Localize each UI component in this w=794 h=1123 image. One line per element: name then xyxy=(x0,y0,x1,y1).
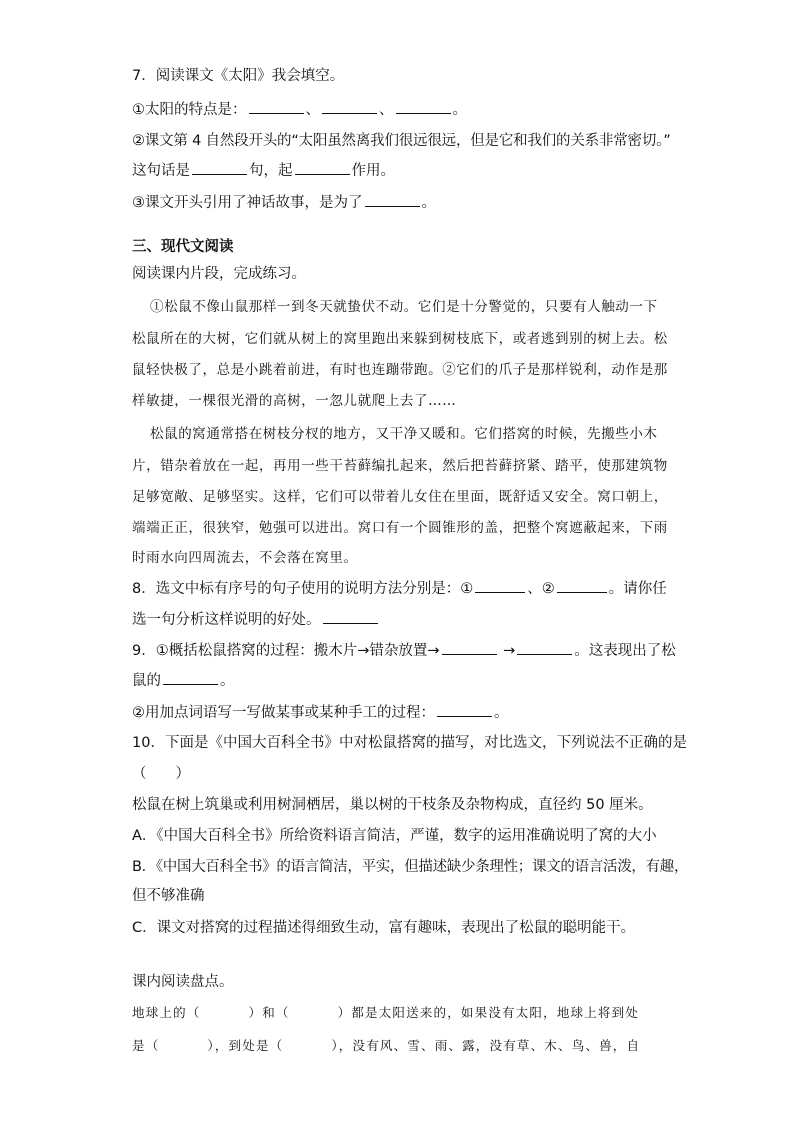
q7-d-end: 。 xyxy=(421,195,436,211)
q9-text: 。 xyxy=(220,673,235,689)
q7-a-end: 。 xyxy=(452,102,467,118)
q7-title-text: 7．阅读课文《太阳》我会填空。 xyxy=(132,68,345,84)
q7-a-text: ①太阳的特点是： xyxy=(132,102,247,118)
passage-text: 松鼠的窝通常搭在树枝分杈的地方，又干净又暖和。它们搭窝的时候，先搬些小木 xyxy=(150,426,658,442)
q9-text: ②用加点词语写一写做某事或某种手工的过程： xyxy=(132,705,435,721)
option-c-text: C．课文对搭窝的过程描述得细致生动，富有趣味，表现出了松鼠的聪明能干。 xyxy=(132,920,636,936)
answer-blank[interactable] xyxy=(323,609,378,624)
answer-blank[interactable] xyxy=(396,99,451,114)
q7-item-d xyxy=(132,192,436,213)
review-text: ），到处是（ xyxy=(207,1038,284,1053)
q7-a-sep: 、 xyxy=(379,102,394,118)
answer-blank[interactable] xyxy=(249,99,304,114)
passage-text: ①松鼠不像山鼠那样一到冬天就蛰伏不动。它们是十分警觉的，只要有人触动一下 xyxy=(150,299,658,315)
q8-text: 选一句分析这样说明的好处。 xyxy=(132,612,321,628)
passage-text: 松鼠所在的大树，它们就从树上的窝里跑出来躲到树枝底下，或者逃到别的树上去。松 xyxy=(132,331,668,347)
passage-text: 足够宽敞、足够坚实。这样，它们可以带着儿女住在里面，既舒适又安全。窝口朝上， xyxy=(132,489,668,505)
answer-blank[interactable] xyxy=(475,578,525,593)
q9-line3 xyxy=(132,702,509,723)
review-text: 是（ xyxy=(132,1038,160,1053)
q10-quote xyxy=(132,795,653,815)
answer-paren[interactable]: （ ） xyxy=(132,766,190,782)
q7-a-sep: 、 xyxy=(305,102,320,118)
review-line1 xyxy=(132,1003,639,1023)
q8-line2 xyxy=(132,609,380,630)
review-text: 地球上的（ xyxy=(132,1005,201,1020)
passage-line xyxy=(132,487,668,507)
passage-line xyxy=(132,456,668,476)
review-text: ）和（ xyxy=(248,1005,290,1020)
passage-line xyxy=(132,548,358,568)
passage-line xyxy=(132,360,668,380)
review-title-text: 课内阅读盘点。 xyxy=(132,974,234,990)
q9-line1 xyxy=(132,640,676,661)
passage-line xyxy=(132,518,668,538)
q8-line1 xyxy=(132,578,667,599)
q7-c-text: 这句话是 xyxy=(132,163,190,179)
option-b[interactable] xyxy=(132,857,688,877)
q9-text: 。这表现出了松 xyxy=(574,643,676,659)
option-b-text: 但不够准确 xyxy=(132,888,205,904)
q8-text: 8．选文中标有序号的句子使用的说明方法分别是：① xyxy=(132,581,474,597)
q8-text: 。请你任 xyxy=(608,581,667,597)
q10-paren[interactable] xyxy=(132,764,190,784)
answer-blank[interactable] xyxy=(163,670,218,685)
passage-text: 样敏捷，一棵很光滑的高树，一忽儿就爬上去了…… xyxy=(132,393,457,409)
q9-text: 鼠的 xyxy=(132,673,161,689)
passage-line xyxy=(150,297,658,317)
q9-text: → xyxy=(498,643,516,659)
q7-item-a xyxy=(132,99,467,120)
option-b-cont xyxy=(132,886,205,906)
option-a[interactable] xyxy=(132,826,657,846)
q10-text: 10．下面是《中国大百科全书》中对松鼠搭窝的描写，对比选文，下列说法不正确的是 xyxy=(132,735,687,751)
q7-c-text: 句，起 xyxy=(249,163,293,179)
passage-line xyxy=(132,329,668,349)
answer-blank[interactable] xyxy=(517,640,572,655)
option-b-text: B．《中国大百科全书》的语言简洁，平实，但描述缺少条理性；课文的语言活泼，有趣， xyxy=(132,859,689,875)
answer-blank[interactable] xyxy=(365,192,420,207)
answer-blank[interactable] xyxy=(322,99,377,114)
review-text: ），没有风、雪、雨、露，没有草、木、鸟、兽，自 xyxy=(331,1038,641,1053)
answer-blank[interactable] xyxy=(442,640,497,655)
section-title: 三、现代文阅读 xyxy=(132,239,234,255)
review-text: ）都是太阳送来的，如果没有太阳，地球上将到处 xyxy=(337,1005,640,1020)
review-title xyxy=(132,972,234,992)
passage-text: 片，错杂着放在一起，再用一些干苔藓编扎起来，然后把苔藓挤紧、踏平，使那建筑物 xyxy=(132,458,668,474)
section-intro xyxy=(132,264,306,284)
q7-item-c xyxy=(132,160,395,181)
answer-blank[interactable] xyxy=(437,702,492,717)
passage-line xyxy=(132,391,456,411)
passage-text: 时雨水向四周流去，不会落在窝里。 xyxy=(132,550,358,566)
q7-d-text: ③课文开头引用了神话故事，是为了 xyxy=(132,195,363,211)
q9-line2 xyxy=(132,670,235,691)
passage-text: 鼠轻快极了，总是小跳着前进，有时也连蹦带跑。②它们的爪子是那样锐利，动作是那 xyxy=(132,362,668,378)
option-a-text: A．《中国大百科全书》所给资料语言简洁，严谨，数字的运用准确说明了窝的大小 xyxy=(132,828,657,844)
review-line2 xyxy=(132,1036,640,1056)
option-c[interactable] xyxy=(132,918,635,938)
q7-b-text: ②课文第 4 自然段开头的“太阳虽然离我们很远很远，但是它和我们的关系非常密切。” xyxy=(132,133,671,149)
q8-text: 、② xyxy=(527,581,555,597)
q10-stem xyxy=(132,733,687,753)
passage-line xyxy=(150,424,658,444)
q7-item-b xyxy=(132,131,671,151)
q7-title xyxy=(132,66,344,86)
passage-text: 端端正正，很狭窄，勉强可以进出。窝口有一个圆锥形的盖，把整个窝遮蔽起来，下雨 xyxy=(132,520,668,536)
q9-text: 。 xyxy=(494,705,509,721)
section-heading xyxy=(132,237,234,257)
q9-text: 9．①概括松鼠搭窝的过程：搬木片→错杂放置→ xyxy=(132,643,440,659)
q7-c-text: 作用。 xyxy=(351,163,395,179)
q10-quote-text: 松鼠在树上筑巢或利用树洞栖居，巢以树的干枝条及杂物构成，直径约 50 厘米。 xyxy=(132,797,653,813)
section-intro-text: 阅读课内片段，完成练习。 xyxy=(132,266,306,282)
answer-blank[interactable] xyxy=(295,160,350,175)
answer-blank[interactable] xyxy=(557,578,607,593)
answer-blank[interactable] xyxy=(192,160,247,175)
